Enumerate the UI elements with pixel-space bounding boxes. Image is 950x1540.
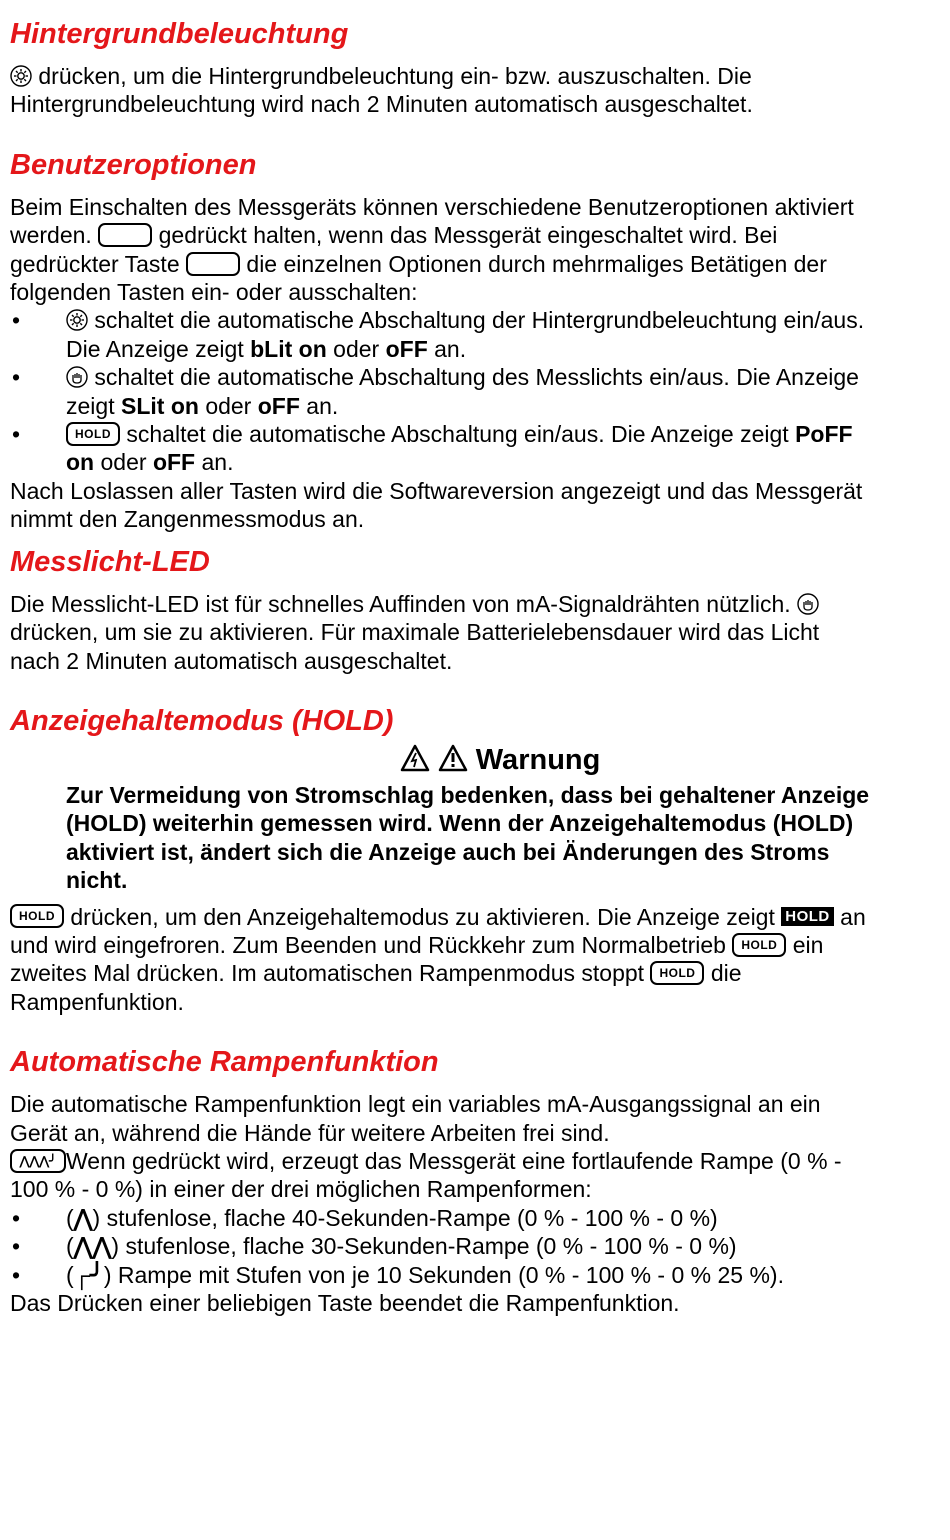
user-options-outro: Nach Loslassen aller Tasten wird die Softwareversion angezeigt und das Messgerät nimmt den Zangenmessmodus an.: [10, 477, 863, 533]
user-options-intro-3: die einzelnen Optionen durch mehrmaliges Betätigen der folgenden Tasten ein- oder ausschalten:: [10, 250, 827, 306]
heading-backlight: Hintergrundbeleuchtung: [10, 18, 349, 50]
blank-key-icon: [98, 223, 152, 247]
ramp-item-text: stufenlose, flache 40-Sekunden-Rampe (0 % - 100 % - 0 %): [106, 1204, 718, 1231]
display-code: PoFF on: [66, 421, 853, 476]
display-code: oFF: [152, 449, 196, 476]
hold-key-icon: HOLD: [66, 422, 120, 446]
manual-page: [10, 14, 870, 1317]
ramp-step-icon: ┌╯: [73, 1261, 104, 1288]
user-options-list: [10, 306, 870, 476]
warning-triangle-icon: [438, 744, 468, 772]
ramp-list: [10, 1204, 870, 1289]
backlight-text: drücken, um die Hintergrundbeleuchtung ein- bzw. auszuschalten. Die Hintergrundbeleuchtung wird nach 2 Minuten automatisch ausgeschaltet.: [10, 63, 753, 118]
warning-text: Zur Vermeidung von Stromschlag bedenken, dass bei gehaltener Anzeige (HOLD) weiterhin gemessen wird. Wenn der Anzeigehaltemodus (HOLD) aktiviert ist, ändert sich die Anzeige auch bei Änderungen des Stroms nicht.: [66, 781, 870, 894]
user-options-intro-1: Beim Einschalten des Messgeräts können verschiedene Benutzeroptionen aktiviert werden.: [10, 193, 854, 249]
item-text: an.: [201, 449, 234, 476]
item-text: oder: [100, 449, 147, 476]
ramp-paren: ): [92, 1204, 101, 1231]
list-item: [10, 363, 870, 420]
ramp-paren: (: [66, 1233, 74, 1260]
item-text: schaltet die automatische Abschaltung des Messlichts ein/aus. Die Anzeige zeigt: [66, 364, 859, 419]
backlight-paragraph: [10, 62, 870, 119]
ramp-paragraph-2: [10, 1147, 870, 1204]
user-options-intro: [10, 193, 870, 307]
warning-title: [10, 741, 870, 779]
hold-text-1: drücken, um den Anzeigehaltemodus zu aktivieren. Die Anzeige zeigt: [70, 903, 775, 930]
hold-key-icon: HOLD: [650, 961, 704, 985]
item-text: an.: [306, 392, 339, 419]
display-code: bLit on: [250, 335, 327, 362]
hold-key-icon: HOLD: [732, 933, 786, 957]
sun-icon: [66, 309, 88, 331]
list-item: [10, 1204, 870, 1232]
led-text-2: drücken, um sie zu aktivieren. Für maximale Batterielebensdauer wird das Licht nach 2 Minuten automatisch ausgeschaltet.: [10, 619, 820, 674]
item-text: an.: [434, 335, 467, 362]
hand-light-icon: [797, 593, 819, 615]
ramp-outro: Das Drücken einer beliebigen Taste beendet die Rampenfunktion.: [10, 1290, 680, 1316]
hold-display-indicator: HOLD: [781, 907, 834, 926]
heading-hold: Anzeigehaltemodus (HOLD): [10, 704, 394, 737]
hand-light-icon: [66, 366, 88, 388]
heading-led: Messlicht-LED: [10, 545, 210, 578]
display-code: SLit on: [120, 392, 199, 419]
list-item: [10, 1232, 870, 1260]
electric-shock-warning-icon: [400, 744, 430, 772]
ramp-item-text: stufenlose, flache 30-Sekunden-Rampe (0 % - 100 % - 0 %): [125, 1233, 737, 1260]
hold-text-4: die Rampenfunktion.: [10, 960, 742, 1015]
sun-icon: [10, 65, 32, 87]
hold-text-2: an und wird eingefroren. Zum Beenden und Rückkehr zum Normalbetrieb: [10, 903, 866, 958]
ramp-text-2: Wenn gedrückt wird, erzeugt das Messgerät eine fortlaufende Rampe (0 % - 100 % - 0 %) in einer der drei möglichen Rampenformen:: [10, 1147, 842, 1203]
hold-text-3: ein zweites Mal drücken. Im automatischen Rampenmodus stoppt: [10, 931, 824, 987]
user-options-intro-2: gedrückt halten, wenn das Messgerät eingeschaltet wird. Bei gedrückter Taste: [10, 222, 778, 277]
ramp-fast-icon: ⋀⋀: [73, 1233, 112, 1260]
heading-ramp: Automatische Rampenfunktion: [10, 1046, 439, 1079]
ramp-paren: ): [111, 1233, 120, 1260]
heading-user-options: Benutzeroptionen: [10, 148, 257, 181]
warning-label: Warnung: [475, 743, 601, 776]
ramp-paren: (: [66, 1261, 74, 1288]
ramp-key-icon: ⋀⋀⋀╯: [10, 1149, 66, 1173]
ramp-text-1: Die automatische Rampenfunktion legt ein variables mA-Ausgangssignal an ein Gerät an, während die Hände für weitere Arbeiten frei sind.: [10, 1091, 821, 1146]
hold-paragraph: [10, 903, 870, 1017]
display-code: oFF: [385, 335, 428, 362]
item-text: oder: [333, 335, 380, 362]
ramp-paren: (: [66, 1204, 74, 1231]
ramp-item-text: Rampe mit Stufen von je 10 Sekunden (0 % - 100 % - 0 % 25 %).: [117, 1261, 784, 1288]
ramp-slow-icon: ⋀: [73, 1204, 93, 1231]
display-code: oFF: [257, 392, 300, 419]
led-paragraph: [10, 590, 870, 675]
item-text: oder: [205, 392, 252, 419]
list-item: [10, 306, 870, 363]
item-text: schaltet die automatische Abschaltung ein/aus. Die Anzeige zeigt: [126, 421, 789, 448]
hold-key-icon: HOLD: [10, 904, 64, 928]
item-text: schaltet die automatische Abschaltung der Hintergrundbeleuchtung ein/aus. Die Anzeige zeigt: [66, 307, 865, 362]
list-item: [10, 1261, 870, 1289]
led-text-1: Die Messlicht-LED ist für schnelles Auffinden von mA-Signaldrähten nützlich.: [10, 590, 791, 617]
list-item: [10, 420, 870, 477]
blank-key-icon: [186, 252, 240, 276]
ramp-paren: ): [103, 1261, 112, 1288]
